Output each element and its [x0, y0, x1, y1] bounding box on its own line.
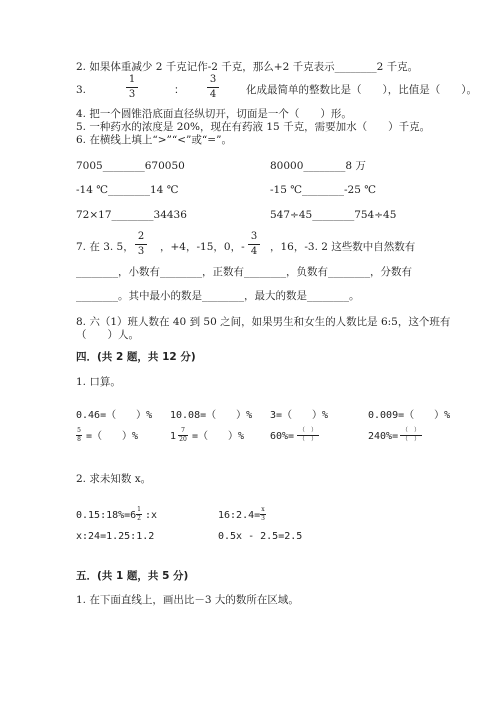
equation-2: 16:2.4= — [218, 510, 261, 521]
question-3-colon: ： — [174, 84, 185, 96]
question-7-line-3: ________。其中最小的数是________，最大的数是________。 — [76, 290, 360, 302]
question-3-number: 3. — [76, 84, 87, 96]
fraction-numerator: 3 — [250, 231, 258, 242]
question-6-item: 547÷45________754÷45 — [270, 209, 397, 221]
question-6-item: 72×17________34436 — [76, 209, 187, 221]
question-7-fraction-1 — [135, 231, 147, 258]
question-3-text: 化成最简单的整数比是（ ），比值是（ ）。 — [246, 84, 477, 96]
mixed-number-whole: 1 — [170, 431, 177, 442]
question-8-line-2: （ ）人。 — [76, 329, 139, 341]
fraction-denominator: （ ） — [401, 436, 420, 443]
fraction-numerator: （ ） — [298, 427, 317, 434]
fraction-denominator: （ ） — [298, 436, 317, 443]
fraction-numerator: 7 — [181, 427, 185, 434]
section-4-question-2-title: 2. 求未知数 x。 — [76, 473, 152, 485]
mental-math-item: 3=（ ）% — [270, 410, 329, 421]
mental-math-item: 0.009=（ ）% — [368, 410, 451, 421]
fraction-denominator: 2 — [137, 515, 141, 522]
mental-math-item: 60%= — [270, 431, 295, 442]
question-2: 2. 如果体重减少 2 千克记作-2 千克，那么+2 千克表示________2 千克。 — [76, 61, 419, 73]
question-6-item: -14 ℃________14 ℃ — [76, 184, 179, 196]
question-3-fraction-1 — [126, 74, 138, 101]
fraction-numerator: 2 — [137, 231, 145, 242]
section-4-heading: 四．(共 2 题，共 12 分) — [76, 351, 196, 363]
question-4: 4. 把一个圆锥沿底面直径纵切开，切面是一个（ ）形。 — [76, 108, 352, 120]
question-3-fraction-2 — [207, 74, 219, 101]
fraction-numerator: x — [261, 506, 265, 513]
question-7-line-2: ________，小数有________，正数有________，负数有________，分数有 — [76, 266, 412, 278]
equation-4: 0.5x - 2.5=2.5 — [218, 531, 303, 542]
question-7-fraction-2 — [248, 231, 260, 258]
mental-math-item: 240%= — [368, 431, 399, 442]
mental-math-fraction — [178, 428, 188, 443]
section-5-question-1: 1. 在下面直线上，画出比－3 大的数所在区域。 — [76, 594, 299, 606]
fraction-denominator: 20 — [179, 436, 187, 443]
question-6-item: -15 ℃________-25 ℃ — [270, 184, 376, 196]
question-6-item: 80000________8 万 — [270, 160, 366, 172]
fraction-numerator: （ ） — [401, 427, 420, 434]
equation-3: x:24=1.25:1.2 — [76, 531, 155, 542]
mental-math-item: =（ ）% — [86, 431, 139, 442]
mental-math-fraction — [400, 428, 422, 443]
mental-math-item: 0.46=（ ）% — [76, 410, 153, 421]
fraction-denominator: 3 — [261, 515, 265, 522]
fraction-numerator: 3 — [209, 74, 217, 85]
section-4-question-1-title: 1. 口算。 — [76, 376, 121, 388]
question-6-title: 6. 在横线上填上“>”“<”或“=”。 — [76, 134, 232, 146]
question-7-part-b: ，+4，-15，0，- — [160, 241, 245, 253]
fraction-denominator: 4 — [209, 89, 217, 100]
equation-1-tail: :x — [145, 510, 158, 521]
question-6-item: 7005________670050 — [76, 160, 185, 172]
question-5: 5. 一种药水的浓度是 20%，现在有药液 15 千克，需要加水（ ）千克。 — [76, 121, 431, 133]
equation-1-fraction — [136, 507, 142, 522]
fraction-denominator: 8 — [77, 436, 81, 443]
question-7-part-a: 7. 在 3. 5， — [76, 241, 134, 253]
fraction-denominator: 3 — [137, 246, 145, 257]
fraction-denominator: 3 — [128, 89, 136, 100]
equation-2-fraction — [260, 507, 266, 522]
equation-1: 0.15:18%=6 — [76, 510, 137, 521]
fraction-numerator: 1 — [137, 506, 141, 513]
fraction-numerator: 1 — [128, 74, 136, 85]
mental-math-item: =（ ）% — [192, 431, 245, 442]
fraction-numerator: 5 — [77, 427, 81, 434]
mental-math-fraction — [297, 428, 319, 443]
section-5-heading: 五．(共 1 题，共 5 分) — [76, 570, 189, 582]
fraction-denominator: 4 — [250, 246, 258, 257]
mental-math-item: 10.08=（ ）% — [170, 410, 253, 421]
question-8-line-1: 8. 六（1）班人数在 40 到 50 之间，如果男生和女生的人数比是 6:5，这个班有 — [76, 316, 451, 328]
question-7-part-c: ，16，-3. 2 这些数中自然数有 — [270, 241, 416, 253]
mental-math-fraction — [76, 428, 82, 443]
